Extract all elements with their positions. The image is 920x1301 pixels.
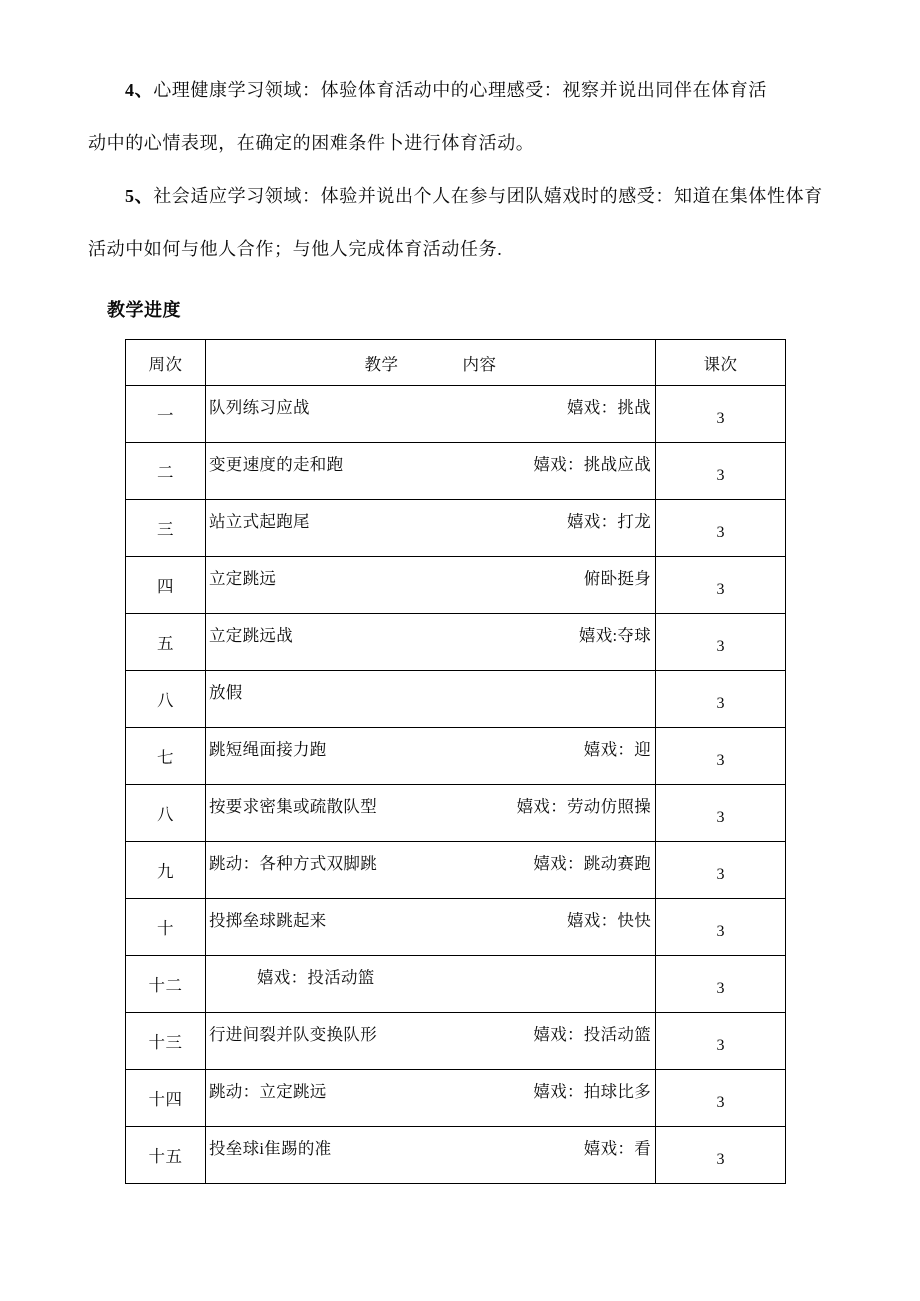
game-content: 嬉戏：快快 (567, 911, 651, 930)
content-cell (206, 671, 656, 728)
lesson-count-cell (656, 899, 786, 956)
table-row (126, 614, 786, 671)
week-cell (126, 443, 206, 500)
game-content: 嬉戏：迎 (583, 740, 651, 759)
lesson-count-cell (656, 956, 786, 1013)
paragraph-5-line-2: 活动中如何与他人合作；与他人完成体育活动任务. (88, 239, 503, 259)
week-label: 一 (157, 406, 174, 425)
lesson-count-cell (656, 557, 786, 614)
lesson-content: 跳动：立定跳远 (209, 1082, 327, 1101)
table-row (126, 1070, 786, 1127)
lesson-count: 3 (716, 467, 725, 484)
lesson-content: 队列练习应战 (209, 398, 310, 417)
paragraph-5-line-1 (88, 170, 834, 223)
week-cell (126, 500, 206, 557)
week-label: 五 (157, 634, 174, 653)
content-cell (206, 1070, 656, 1127)
content-cell (206, 785, 656, 842)
table-row (126, 785, 786, 842)
week-cell (126, 1070, 206, 1127)
week-cell (126, 1013, 206, 1070)
game-content: 嬉戏：跳动赛跑 (533, 854, 651, 873)
table-row (126, 899, 786, 956)
content-cell (206, 614, 656, 671)
content-cell (206, 899, 656, 956)
lesson-count-cell (656, 671, 786, 728)
game-content: 嬉戏：挑战 (567, 398, 651, 417)
content-cell (206, 443, 656, 500)
week-cell (126, 785, 206, 842)
week-label: 二 (157, 463, 174, 482)
content-cell (206, 500, 656, 557)
content-cell (206, 842, 656, 899)
week-cell (126, 956, 206, 1013)
content-cell (206, 386, 656, 443)
game-content: 嬉戏：劳动仿照操 (516, 797, 651, 816)
lesson-content: 按要求密集或疏散队型 (209, 797, 377, 816)
lesson-content: 变更速度的走和跑 (209, 455, 344, 474)
lesson-count: 3 (716, 638, 725, 655)
week-cell (126, 386, 206, 443)
lesson-count: 3 (716, 923, 725, 940)
lesson-count: 3 (716, 809, 725, 826)
paragraph-5-text: 社会适应学习领域：体验并说出个人在参与团队嬉戏时的感受：知道在集体性体育 (153, 186, 823, 206)
week-label: 四 (157, 577, 174, 596)
week-label: 十三 (148, 1033, 183, 1052)
lesson-content: 放假 (209, 683, 243, 702)
paragraph-4-text: 心理健康学习领域：体验体育活动中的心理感受：视察并说出同伴在体育活 (153, 80, 767, 100)
content-cell (206, 956, 656, 1013)
table-row (126, 671, 786, 728)
lesson-count-cell (656, 728, 786, 785)
lesson-count: 3 (716, 866, 725, 883)
game-content: 嬉戏:夺球 (578, 626, 651, 645)
lesson-count: 3 (716, 1037, 725, 1054)
table-row (126, 557, 786, 614)
teaching-schedule-table (125, 339, 786, 1184)
week-cell (126, 842, 206, 899)
lesson-count-cell (656, 785, 786, 842)
week-label: 九 (157, 862, 174, 881)
lesson-content: 跳短绳面接力跑 (209, 740, 327, 759)
game-content: 嬉戏：打龙 (567, 512, 651, 531)
lesson-content: 跳动：各种方式双脚跳 (209, 854, 377, 873)
lesson-count: 3 (716, 695, 725, 712)
lesson-count-cell (656, 842, 786, 899)
lesson-count-cell (656, 1013, 786, 1070)
header-content-teaching: 教学 (364, 354, 399, 374)
paragraph-5-number: 5、 (125, 186, 154, 206)
week-label: 十二 (148, 976, 183, 995)
paragraph-4-line-2: 动中的心情表现，在确定的困难条件卜进行体育活动。 (88, 133, 535, 153)
week-cell (126, 899, 206, 956)
content-cell (206, 1127, 656, 1184)
table-row (126, 1013, 786, 1070)
game-content: 嬉戏：拍球比多 (533, 1082, 651, 1101)
lesson-count-cell (656, 1070, 786, 1127)
week-label: 十五 (148, 1147, 183, 1166)
content-cell (206, 557, 656, 614)
section-heading-teaching-schedule: 教学进度 (107, 300, 181, 320)
paragraph-4-line-1 (88, 64, 834, 117)
header-week: 周次 (126, 340, 206, 386)
paragraph-4-number: 4、 (125, 80, 154, 100)
lesson-count-cell (656, 500, 786, 557)
lesson-count: 3 (716, 1094, 725, 1111)
week-cell (126, 671, 206, 728)
lesson-count-cell (656, 443, 786, 500)
week-label: 八 (157, 805, 174, 824)
lesson-count-cell (656, 614, 786, 671)
lesson-count-cell (656, 386, 786, 443)
week-label: 七 (157, 748, 174, 767)
content-cell (206, 728, 656, 785)
game-content: 嬉戏：投活动篮 (533, 1025, 651, 1044)
schedule-table-head (126, 340, 786, 386)
lesson-content: 投掷垒球跳起来 (209, 911, 327, 930)
lesson-content: 站立式起跑尾 (209, 512, 310, 531)
week-cell (126, 1127, 206, 1184)
schedule-table-body (126, 386, 786, 1184)
lesson-content: 立定跳远 (209, 569, 277, 588)
lesson-content: 行进间裂并队变换队形 (209, 1025, 377, 1044)
lesson-count: 3 (716, 980, 725, 997)
lesson-content: 立定跳远战 (209, 626, 293, 645)
table-row (126, 956, 786, 1013)
game-content: 俯卧挺身 (583, 569, 651, 588)
week-cell (126, 728, 206, 785)
lesson-count: 3 (716, 1151, 725, 1168)
document-content (88, 64, 834, 1184)
header-content-subject: 内容 (462, 354, 497, 374)
lesson-content: 投垒球i隹踢的准 (209, 1139, 332, 1158)
week-cell (126, 557, 206, 614)
header-content (206, 340, 656, 386)
table-row (126, 500, 786, 557)
lesson-count: 3 (716, 524, 725, 541)
game-content: 嬉戏：挑战应战 (533, 455, 651, 474)
week-cell (126, 614, 206, 671)
week-label: 十 (157, 919, 174, 938)
table-header-row (126, 340, 786, 386)
game-content: 嬉戏：看 (583, 1139, 651, 1158)
table-row (126, 728, 786, 785)
table-row (126, 842, 786, 899)
lesson-count-cell (656, 1127, 786, 1184)
lesson-count: 3 (716, 752, 725, 769)
lesson-count: 3 (716, 581, 725, 598)
header-lesson-count: 课次 (656, 340, 786, 386)
table-row (126, 443, 786, 500)
week-label: 三 (157, 520, 174, 539)
lesson-count: 3 (716, 410, 725, 427)
table-row (126, 386, 786, 443)
week-label: 十四 (148, 1090, 183, 1109)
lesson-content: 嬉戏：投活动篮 (257, 968, 375, 987)
table-row (126, 1127, 786, 1184)
content-cell (206, 1013, 656, 1070)
week-label: 八 (157, 691, 174, 710)
